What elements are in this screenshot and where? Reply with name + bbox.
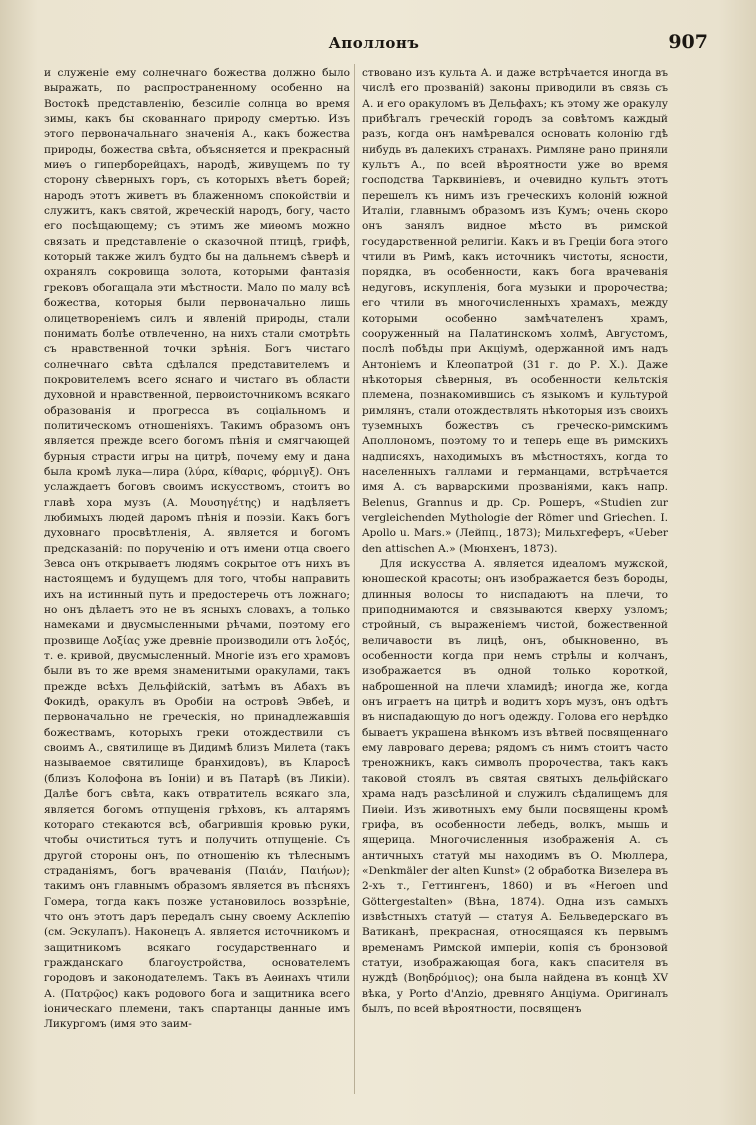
- running-title: Аполлонъ: [328, 34, 420, 52]
- left-column: [44, 66, 350, 1033]
- column-divider: [354, 64, 355, 1094]
- paragraph: Для искусства А. является идеаломъ мужской, юношеской красоты; онъ изображается безъ бороды, длинныя волосы то ниспадаютъ на плечи, то приподнимаются и связываются кверху узломъ; стройный, съ выраженiемъ чистой, божественной величавости въ лицѣ, онъ, обыкновенно, въ особенности когда при немъ стрѣлы и колчанъ, изображается въ одной только короткой, наброшенной на плечи хламидѣ; иногда же, когда онъ играетъ на цитрѣ и водитъ хоръ музъ, онъ одѣтъ въ ниспадающую до ногъ одежду. Голова его нерѣдко бываетъ украшена вѣнкомъ изъ вѣтвей посвященнаго ему лавроваго дерева; рядомъ съ нимъ стоитъ часто треножникъ, какъ символъ пророчества, такъ какъ таковой стоялъ въ святая святыхъ дельфiйскаго храма надъ разсѣлиной и служилъ сѣдалищемъ для Пиѳiи. Изъ животныхъ ему были посвящены кромѣ грифа, въ особенности лебедь, волкъ, мышь и ящерица. Многочисленныя изображенiя А. съ античныхъ статуй мы находимъ въ О. Мюллера, «Denkmäler der alten Kunst» (2 обработка Визелера въ 2-хъ т., Геттингенъ, 1860) и въ «Heroen und Göttergestalten» (Вѣна, 1874). Одна изъ самыхъ извѣстныхъ статуй — статуя А. Бельведерскаго въ Ватиканѣ, прекрасная, относящаяся къ первымъ временамъ Римской имперiи, копiя съ бронзовой статуи, изображающая бога, какъ спасителя въ нуждѣ (Βοηδρόμιος); она была найдена въ концѣ XV вѣка, у Porto d'Anzio, древняго Анцiума. Оригиналъ былъ, по всей вѣроятности, посвященъ: [362, 558, 668, 1015]
- paragraph: ствовано изъ культа А. и даже встрѣчается иногда въ числѣ его прозванiй) законы приводили въ связь съ А. и его оракуломъ въ Дельфахъ; къ этому же оракулу прибѣгалъ греческiй городъ за совѣтомъ каждый разъ, когда онъ намѣревался основать колонiю гдѣ нибудь въ далекихъ странахъ. Римляне рано приняли культъ А., по всей вѣроятности уже во время господства Тарквинiевъ, и очевидно культъ этотъ перешелъ къ нимъ изъ греческихъ колонiй южной Италiи, главнымъ образомъ изъ Кумъ; очень скоро онъ занялъ видное мѣсто въ римской государственной религiи. Какъ и въ Грецiи бога этого чтили въ Римѣ, какъ источникъ чистоты, ясности, порядка, въ особенности, какъ бога врачеванiя недуговъ, искупленiя, бога музыки и пророчества; его чтили въ многочисленныхъ храмахъ, между которыми особенно замѣчателенъ храмъ, сооруженный на Палатинскомъ холмѣ, Августомъ, послѣ побѣды при Акцiумѣ, одержанной имъ надъ Антонiемъ и Клеопатрой (31 г. до Р. Х.). Даже нѣкоторыя сѣверныя, въ особенности кельтскiя племена, познакомившись съ языкомъ и культурой римлянъ, стали отождествлять нѣкоторыя изъ своихъ туземныхъ божествъ съ греческо-римскимъ Аполлономъ, поэтому то и теперь еще въ римскихъ надписяхъ, находимыхъ въ мѣстностяхъ, когда то населенныхъ галлами и германцами, встрѣчается имя А. съ варварскими прозванiями, какъ напр. Belenus, Grannus и др. Ср. Рошеръ, «Studien zur vergleichenden Mythologie der Römer und Griechen. I. Apollo u. Mars.» (Лейпц., 1873); Мильхгеферъ, «Ueber den attischen A.» (Мюнхенъ, 1873).: [362, 67, 668, 555]
- paragraph: и служенiе ему солнечнаго божества должно было выражать, по распространенному особенно на Востокѣ представленiю, безсилiе солнца во время зимы, какъ бы скованнаго природу смертью. Изъ этого первоначальнаго значенiя А., какъ божества природы, божества свѣта, объясняется и прекрасный миѳъ о гиперборейцахъ, народѣ, живущемъ по ту сторону сѣверныхъ горъ, съ которыхъ вѣетъ борей; народъ этотъ живетъ въ блаженномъ спокойствiи и служитъ, какъ святой, жреческiй народъ, богу, часто его посѣщающему; съ этимъ же миѳомъ можно связать и представленiе о сказочной птицѣ, грифѣ, который также жилъ будто бы на дальнемъ сѣверѣ и охранялъ сокровища золота, которыми фантазiя грековъ обогащала эти мѣстности. Мало по малу всѣ божества, которыя были первоначально лишь олицетворенiемъ силъ и явленiй природы, стали понимать болѣе отвлеченно, на нихъ стали смотрѣть съ нравственной точки зрѣнiя. Богъ чистаго солнечнаго свѣта сдѣлался представителемъ и покровителемъ всего яснаго и чистаго въ области духовной и нравственной, первоисточникомъ всякаго образованiя и прогресса въ соцiальномъ и политическомъ отношенiяхъ. Такимъ образомъ онъ является прежде всего богомъ пѣнiя и смягчающей бурныя страсти игры на цитрѣ, почему ему и дана была кромѣ лука—лира (λύρα, κίθαρις, φόρμιγξ). Онъ услаждаетъ боговъ своимъ искусствомъ, стоитъ во главѣ хора музъ (А. Μουσηγέτης) и надѣляетъ любимыхъ людей даромъ пѣнiя и поэзiи. Какъ богъ духовнаго просвѣтленiя, А. является и богомъ предсказанiй: по порученiю и отъ имени отца своего Зевса онъ открываетъ людямъ сокрытое отъ нихъ въ настоящемъ и будущемъ для того, чтобы направить ихъ на истинный путь и предостеречь отъ ложнаго; но онъ дѣлаетъ это не въ ясныхъ словахъ, а только намеками и двусмысленными рѣчами, поэтому его прозвище Λοξίας уже древнiе производили отъ λοξός, т. е. кривой, двусмысленный. Многiе изъ его храмовъ были въ то же время знаменитыми оракулами, такъ прежде всѣхъ Дельфiйскiй, затѣмъ въ Абахъ въ Фокидѣ, оракулъ въ Оробiи на островѣ Эвбеѣ, и первоначально не греческiя, но принадлежавшiя божествамъ, которыхъ греки отождествили съ своимъ А., святилище въ Дидимѣ близъ Милета (такъ называемое святилище бранхидовъ), въ Кларосѣ (близъ Колофона въ Iонiи) и въ Патарѣ (въ Ликiи). Далѣе богъ свѣта, какъ отвратитель всякаго зла, является богомъ отпущенiя грѣховъ, къ алтарямъ котораго стекаются всѣ, обагрившiя кровью руки, чтобы очиститься тутъ и получить отпущенiе. Съ другой стороны онъ, по отношенiю къ тѣлеснымъ страданiямъ, богъ врачеванiя (Παιάν, Παιήων); такимъ онъ главнымъ образомъ является въ пѣсняхъ Гомера, тогда какъ позже установилось воззрѣнiе, что онъ этотъ даръ передалъ сыну своему Асклепiю (см. Эскулапъ). Наконецъ А. является источникомъ и защитникомъ всякаго государственнаго и гражданскаго благоустройства, основателемъ городовъ и законодателемъ. Такъ въ Аѳинахъ чтили А. (Πατρῷος) какъ родового бога и защитника всего iоническаго племени, такъ спартанцы данные имъ Ликургомъ (имя это заим-: [44, 67, 350, 1031]
- right-column: [362, 66, 668, 1017]
- page-number: 907: [668, 31, 708, 53]
- page-header: [40, 31, 708, 60]
